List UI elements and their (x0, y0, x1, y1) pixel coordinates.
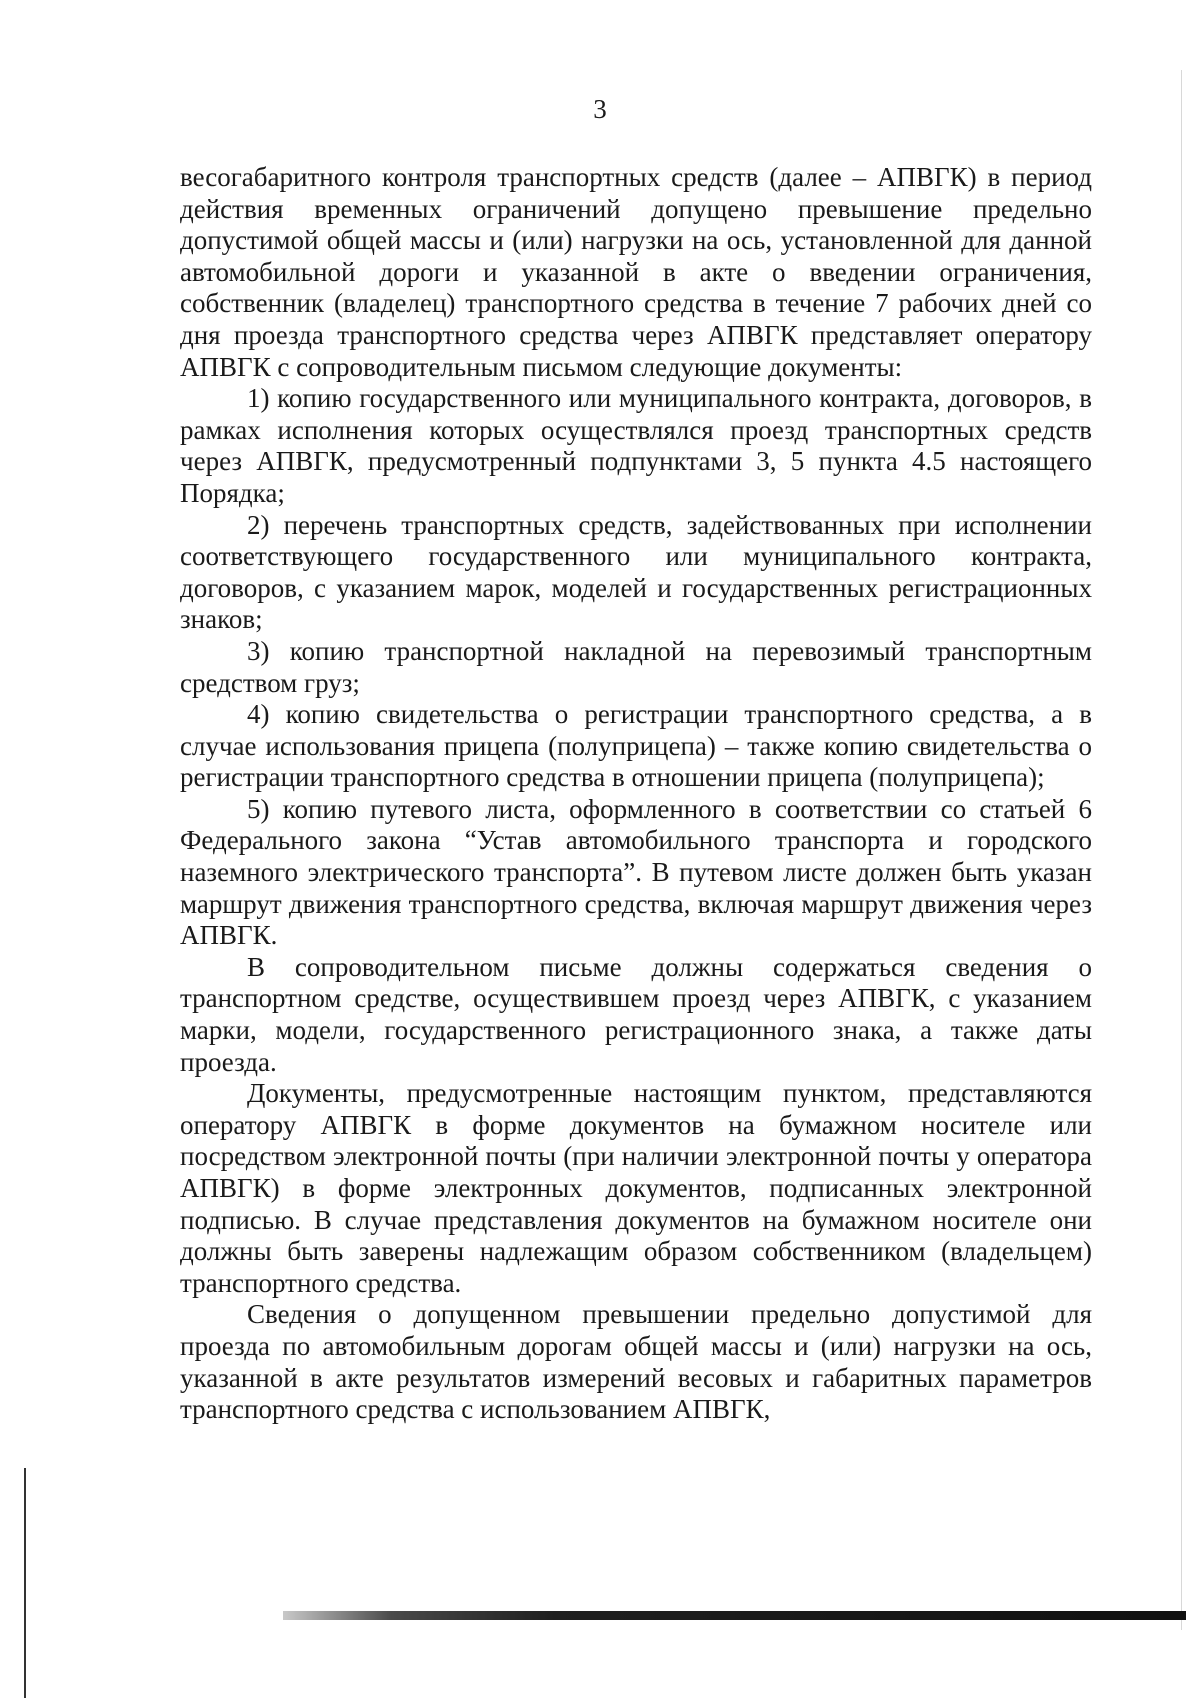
list-item-1: 1) копию государственного или муниципального контракта, договоров, в рамках исполнения которых осуществлялся проезд транспортных средств через АПВГК, предусмотренный подпунктами 3, 5 пункта 4.5 настоящего Порядка; (180, 383, 1092, 508)
paragraph-documents: Документы, предусмотренные настоящим пунктом, представляются оператору АПВГК в форме документов на бумажном носителе или посредством электронной почты (при наличии электронной почты у оператора АПВГК) в форме электронных документов, подписанных электронной подписью. В случае представления документов на бумажном носителе они должны быть заверены надлежащим образом собственником (владельцем) транспортного средства. (180, 1078, 1092, 1298)
list-item-2: 2) перечень транспортных средств, задействованных при исполнении соответствующего государственного или муниципального контракта, договоров, с указанием марок, моделей и государственных регистрационных знаков; (180, 509, 1092, 635)
list-item-3: 3) копию транспортной накладной на перевозимый транспортным средством груз; (180, 635, 1092, 698)
scan-left-edge-line (24, 1468, 26, 1698)
scan-bottom-edge-bar (283, 1611, 1186, 1620)
paragraph-continuation: весогабаритного контроля транспортных средств (далее – АПВГК) в период действия временных ограничений допущено превышение предельно допустимой общей массы и (или) нагрузки на ось, установленной для данной автомобильной дороги и указанной в акте о введении ограничения, собственник (владелец) транспортного средства в течение 7 рабочих дней со дня проезда транспортного средства через АПВГК представляет оператору АПВГК с сопроводительным письмом следующие документы: (180, 162, 1092, 382)
page-number: 3 (593, 94, 607, 124)
list-item-4: 4) копию свидетельства о регистрации транспортного средства, а в случае использования прицепа (полуприцепа) – также копию свидетельства о регистрации транспортного средства в отношении прицепа (полуприцепа); (180, 699, 1092, 793)
paragraph-exceedance: Сведения о допущенном превышении предельно допустимой для проезда по автомобильным дорогам общей массы и (или) нагрузки на ось, указанной в акте результатов измерений весовых и габаритных параметров транспортного средства с использованием АПВГК, (180, 1299, 1092, 1425)
document-body (180, 162, 1092, 1426)
scan-right-edge-line (1181, 70, 1182, 1630)
list-item-5: 5) копию путевого листа, оформленного в соответствии со статьей 6 Федерального закона “Устав автомобильного транспорта и городского наземного электрического транспорта”. В путевом листе должен быть указан маршрут движения транспортного средства, включая маршрут движения через АПВГК. (180, 793, 1092, 951)
paragraph-cover-letter: В сопроводительном письме должны содержаться сведения о транспортном средстве, осуществившем проезд через АПВГК, с указанием марки, модели, государственного регистрационного знака, а также даты проезда. (180, 951, 1092, 1077)
